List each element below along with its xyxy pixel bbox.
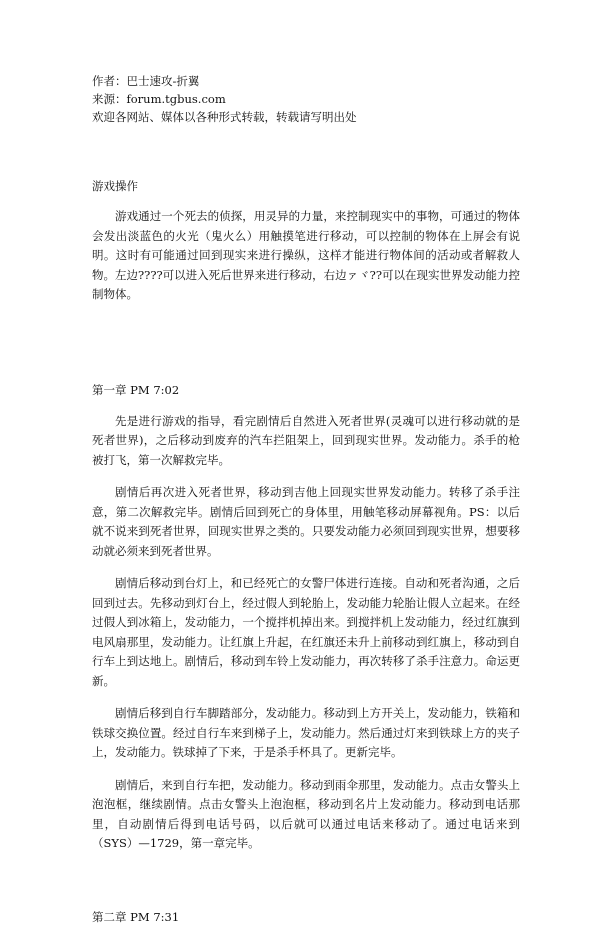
section-title-controls: 游戏操作 — [92, 179, 138, 193]
paragraph: 游戏通过一个死去的侦探，用灵异的力量，来控制现实中的事物，可通过的物体会发出淡蓝色的火光（鬼火么）用触摸笔进行移动，可以控制的物体在上屏会有说明。这时有可能通过回到现实来进行操纵，这样才能进行物体间的活动或者解救人物。左边????可以进入死后世界来进行移动，右边ァヾ??可以在现实世界发动能力控制物体。 — [92, 209, 520, 301]
paragraph: 剧情后移动到台灯上，和已经死亡的女警尸体进行连接。自动和死者沟通，之后回到过去。先移动到灯台上，经过假人到轮胎上，发动能力轮胎让假人立起来。在经过假人到冰箱上，发动能力，一个搅拌机掉出来。到搅拌机上发动能力，经过红旗到电风扇那里，发动能力。让红旗上升起，在红旗还未升上前移动到红旗上，移动到自行车上到达地上。剧情后，移动到车铃上发动能力，再次转移了杀手注意力。命运更新。 — [92, 576, 520, 688]
paragraph: 先是进行游戏的指导，看完剧情后自然进入死者世界(灵魂可以进行移动就的是死者世界)，之后移动到废弃的汽车拦阻架上，回到现实世界。发动能力。杀手的枪被打飞，第一次解救完毕。 — [92, 413, 520, 467]
document-page — [92, 72, 520, 926]
section-chapter2 — [92, 908, 520, 926]
section-title-chapter2: 第二章 PM 7:31 — [92, 909, 180, 924]
paragraph: 剧情后再次进入死者世界，移动到吉他上回现实世界发动能力。转移了杀手注意，第二次解救完毕。剧情后回到死亡的身体里，用触笔移动屏幕视角。PS：以后就不说来到死者世界，回现实世界之类的。只要发动能力必须回到现实世界，想要移动就必须来到死者世界。 — [92, 485, 520, 558]
author-line: 作者：巴士速攻-折翼 — [92, 74, 200, 88]
paragraph: 剧情后，来到自行车把，发动能力。移动到雨伞那里，发动能力。点击女警头上泡泡框，继续剧情。点击女警头上泡泡框，移动到名片上发动能力。移动到电话那里，自动剧情后得到电话号码，以后就可以通过电话来移动了。通过电话来到（SYS）—1729，第一章完毕。 — [92, 777, 520, 850]
section-chapter1 — [92, 381, 520, 854]
reprint-notice: 欢迎各网站、媒体以各种形式转载，转载请写明出处 — [92, 110, 357, 124]
source-line: 来源：forum.tgbus.com — [92, 92, 226, 106]
section-title-chapter1: 第一章 PM 7:02 — [92, 382, 180, 397]
section-controls — [92, 177, 520, 305]
paragraph: 剧情后移到自行车脚踏部分，发动能力。移动到上方开关上，发动能力，铁箱和铁球交换位置。经过自行车来到梯子上，发动能力。然后通过灯来到铁球上方的夹子上，发动能力。铁球掉了下来，于是杀手杯具了。更新完毕。 — [92, 706, 520, 759]
document-header — [92, 72, 520, 126]
